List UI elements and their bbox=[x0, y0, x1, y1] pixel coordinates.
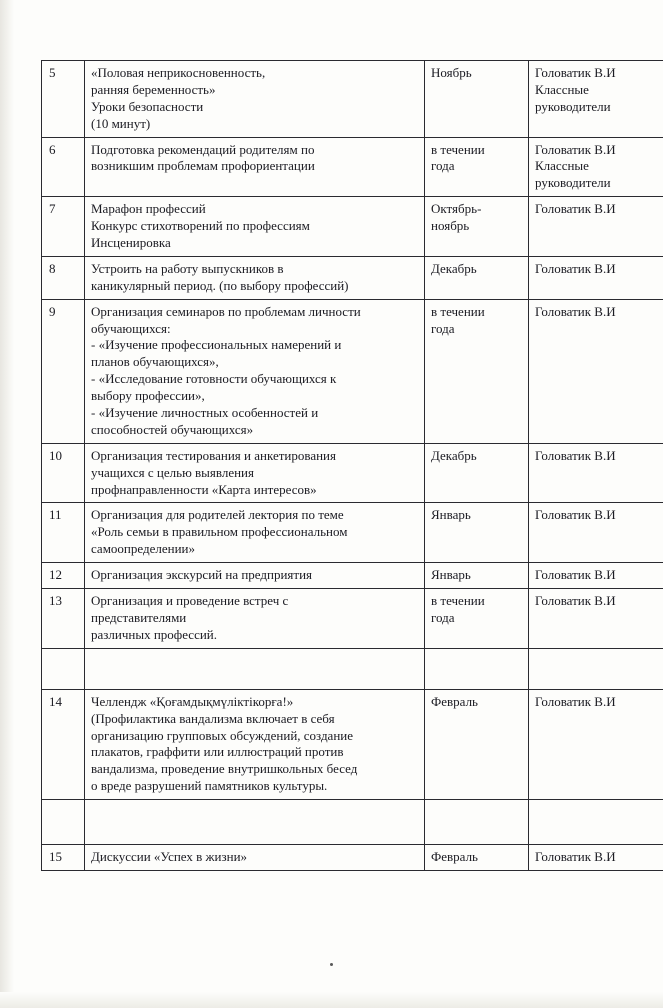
row-event-cell-line: Челлендж «Қоғамдықмүліктікорға!» bbox=[91, 693, 294, 709]
row-date-cell-line: Ноябрь bbox=[431, 65, 472, 80]
table-spacer-cell bbox=[425, 648, 529, 689]
row-responsible-cell-line: Головатик В.И bbox=[535, 849, 616, 865]
table-row bbox=[42, 137, 663, 197]
row-number-cell: 14 bbox=[42, 689, 85, 799]
table-spacer-row bbox=[42, 800, 663, 845]
row-number-cell: 6 bbox=[42, 137, 85, 197]
row-date-cell-line: Декабрь bbox=[431, 447, 477, 463]
row-number-cell: 5 bbox=[42, 61, 85, 138]
row-event-cell bbox=[85, 299, 425, 443]
row-date-cell-line: Октябрь- bbox=[431, 201, 482, 217]
row-event-cell-line: самоопределении» bbox=[91, 541, 195, 557]
row-responsible-cell bbox=[529, 563, 663, 589]
row-event-cell-line: вандализма, проведение внутришкольных бесед bbox=[91, 761, 358, 777]
row-number-cell: 10 bbox=[42, 443, 85, 503]
row-date-cell bbox=[425, 845, 529, 871]
table-spacer-row bbox=[42, 648, 663, 689]
row-date-cell bbox=[425, 61, 529, 138]
table-row bbox=[42, 443, 663, 503]
plan-table-body bbox=[42, 61, 663, 871]
row-event-cell bbox=[85, 137, 425, 197]
row-date-cell-line: в течении bbox=[431, 593, 485, 609]
row-date-cell-line: в течении bbox=[431, 141, 485, 157]
row-responsible-cell-line: Головатик В.И bbox=[535, 593, 616, 609]
table-row bbox=[42, 689, 663, 799]
row-date-cell-line: года bbox=[431, 158, 455, 174]
table-spacer-cell bbox=[529, 648, 663, 689]
row-event-cell-line: (10 минут) bbox=[91, 115, 151, 131]
row-event-cell bbox=[85, 61, 425, 138]
row-number-cell: 12 bbox=[42, 563, 85, 589]
row-responsible-cell bbox=[529, 256, 663, 299]
table-spacer-cell bbox=[42, 648, 85, 689]
row-responsible-cell-line: Головатик В.И bbox=[535, 260, 616, 276]
row-date-cell-line: Февраль bbox=[431, 693, 478, 709]
row-responsible-cell bbox=[529, 845, 663, 871]
row-event-cell-line: Устроить на работу выпускников в bbox=[91, 260, 284, 276]
row-event-cell-line: о вреде разрушений памятников культуры. bbox=[91, 778, 328, 794]
row-event-cell-line: ранняя беременность» bbox=[91, 81, 216, 97]
row-event-cell-line: Инсценировка bbox=[91, 235, 171, 251]
table-row bbox=[42, 503, 663, 563]
row-event-cell bbox=[85, 589, 425, 649]
row-event-cell-line: Организация и проведение встреч с bbox=[91, 593, 289, 609]
row-number-cell: 8 bbox=[42, 256, 85, 299]
table-row bbox=[42, 299, 663, 443]
row-event-cell bbox=[85, 197, 425, 257]
row-date-cell bbox=[425, 256, 529, 299]
row-number-cell: 9 bbox=[42, 299, 85, 443]
row-event-cell-line: профнаправленности «Карта интересов» bbox=[91, 481, 317, 497]
row-event-cell-line: каникулярный период. (по выбору профессий) bbox=[91, 277, 349, 293]
row-date-cell bbox=[425, 589, 529, 649]
row-responsible-cell-line: Головатик В.И bbox=[535, 447, 616, 463]
row-responsible-cell-line: Головатик В.И bbox=[535, 693, 616, 709]
row-number-cell: 15 bbox=[42, 845, 85, 871]
row-event-cell-line: плакатов, граффити или иллюстраций против bbox=[91, 744, 344, 760]
row-date-cell bbox=[425, 197, 529, 257]
row-event-cell-line: Организация экскурсий на предприятия bbox=[91, 567, 313, 583]
row-event-cell bbox=[85, 845, 425, 871]
row-responsible-cell-line: Головатик В.И bbox=[535, 201, 616, 217]
row-date-cell-line: Февраль bbox=[431, 849, 478, 865]
row-event-cell-line: возникшим проблемам профориентации bbox=[91, 158, 315, 174]
row-event-cell-line: - «Исследование готовности обучающихся к bbox=[91, 371, 337, 387]
table-row bbox=[42, 589, 663, 649]
row-event-cell-line: учащихся с целью выявления bbox=[91, 464, 254, 480]
row-date-cell-line: ноябрь bbox=[431, 218, 470, 234]
row-event-cell-line: «Половая неприкосновенность, bbox=[91, 65, 266, 80]
table-spacer-cell bbox=[42, 800, 85, 845]
row-event-cell-line: обучающихся: bbox=[91, 320, 171, 336]
row-date-cell bbox=[425, 503, 529, 563]
row-event-cell-line: организацию групповых обсуждений, создание bbox=[91, 727, 354, 743]
row-responsible-cell bbox=[529, 299, 663, 443]
row-number-cell: 7 bbox=[42, 197, 85, 257]
row-responsible-cell-line: Головатик В.И bbox=[535, 507, 616, 523]
table-spacer-cell bbox=[85, 648, 425, 689]
row-responsible-cell bbox=[529, 61, 663, 138]
row-event-cell-line: Подготовка рекомендаций родителям по bbox=[91, 141, 315, 157]
page-bottom-edge-shadow bbox=[0, 992, 663, 1008]
row-responsible-cell-line: Головатик В.И bbox=[535, 303, 616, 319]
row-event-cell-line: различных профессий. bbox=[91, 626, 218, 642]
row-event-cell-line: планов обучающихся», bbox=[91, 354, 219, 370]
row-event-cell-line: выбору профессии», bbox=[91, 388, 205, 404]
row-event-cell-line: Конкурс стихотворений по профессиям bbox=[91, 218, 310, 234]
row-event-cell bbox=[85, 563, 425, 589]
row-responsible-cell bbox=[529, 503, 663, 563]
table-spacer-cell bbox=[425, 800, 529, 845]
row-event-cell bbox=[85, 443, 425, 503]
row-responsible-cell-line: Головатик В.И bbox=[535, 141, 616, 157]
row-number-cell: 13 bbox=[42, 589, 85, 649]
row-responsible-cell-line: руководители bbox=[535, 175, 611, 191]
row-event-cell-line: - «Изучение личностных особенностей и bbox=[91, 405, 319, 421]
row-number-cell: 11 bbox=[42, 503, 85, 563]
table-spacer-cell bbox=[85, 800, 425, 845]
row-event-cell bbox=[85, 256, 425, 299]
table-row bbox=[42, 61, 663, 138]
table-row bbox=[42, 563, 663, 589]
row-responsible-cell-line: Головатик В.И bbox=[535, 65, 616, 80]
row-event-cell bbox=[85, 689, 425, 799]
row-date-cell-line: года bbox=[431, 609, 455, 625]
table-row bbox=[42, 845, 663, 871]
table-spacer-cell bbox=[529, 800, 663, 845]
row-responsible-cell-line: Классные bbox=[535, 81, 589, 97]
row-responsible-cell bbox=[529, 589, 663, 649]
row-responsible-cell bbox=[529, 197, 663, 257]
row-event-cell-line: Организация тестирования и анкетирования bbox=[91, 447, 336, 463]
row-event-cell-line: способностей обучающихся» bbox=[91, 421, 254, 437]
row-date-cell bbox=[425, 689, 529, 799]
row-date-cell-line: Январь bbox=[431, 567, 471, 583]
row-date-cell bbox=[425, 443, 529, 503]
row-date-cell bbox=[425, 137, 529, 197]
row-event-cell-line: Марафон профессий bbox=[91, 201, 206, 217]
row-date-cell-line: Декабрь bbox=[431, 260, 477, 276]
row-responsible-cell bbox=[529, 443, 663, 503]
row-event-cell-line: Организация для родителей лектория по теме bbox=[91, 507, 344, 523]
row-date-cell-line: в течении bbox=[431, 303, 485, 319]
row-responsible-cell bbox=[529, 689, 663, 799]
row-date-cell-line: года bbox=[431, 320, 455, 336]
row-event-cell-line: Дискуссии «Успех в жизни» bbox=[91, 849, 248, 865]
row-event-cell-line: представителями bbox=[91, 609, 187, 625]
row-event-cell-line: Организация семинаров по проблемам личности bbox=[91, 303, 361, 319]
row-responsible-cell-line: Головатик В.И bbox=[535, 567, 616, 583]
row-event-cell-line: «Роль семьи в правильном профессиональном bbox=[91, 524, 348, 540]
row-event-cell-line: Уроки безопасности bbox=[91, 98, 204, 114]
row-responsible-cell-line: Классные bbox=[535, 158, 589, 174]
plan-table bbox=[41, 60, 663, 871]
row-responsible-cell-line: руководители bbox=[535, 98, 611, 114]
row-date-cell bbox=[425, 563, 529, 589]
page-left-edge-shadow bbox=[0, 0, 14, 1008]
row-event-cell-line: - «Изучение профессиональных намерений и bbox=[91, 337, 342, 353]
row-event-cell-line: (Профилактика вандализма включает в себя bbox=[91, 710, 335, 726]
row-date-cell-line: Январь bbox=[431, 507, 471, 523]
page-footer-mark bbox=[330, 963, 333, 966]
row-date-cell bbox=[425, 299, 529, 443]
table-row bbox=[42, 256, 663, 299]
row-responsible-cell bbox=[529, 137, 663, 197]
row-event-cell bbox=[85, 503, 425, 563]
table-row bbox=[42, 197, 663, 257]
